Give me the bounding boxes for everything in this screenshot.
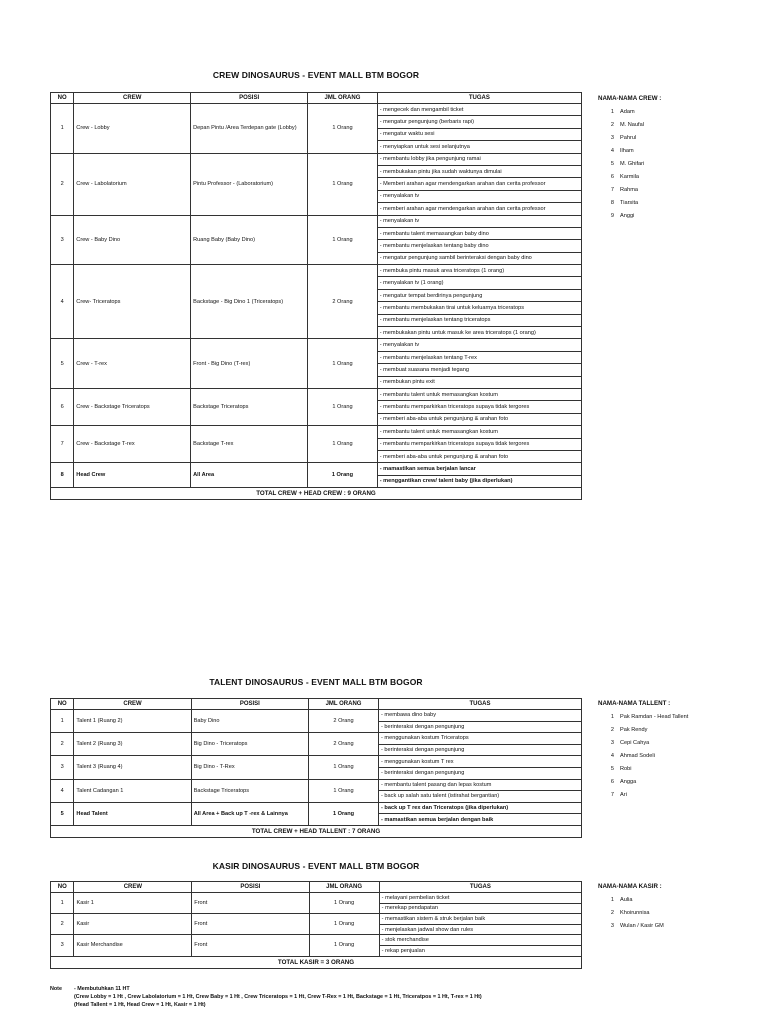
name-item [598,775,688,788]
posisi-cell: Baby Dino [191,710,308,733]
jml-cell: 1 Orang [308,339,378,389]
posisi-cell: Front [192,914,309,935]
name-number: 6 [610,173,614,180]
crew-cell: Talent 1 (Ruang 2) [74,710,191,733]
task-cell: - membantu menjelaskan tentang baby dino [377,240,581,252]
name-item [598,906,664,919]
posisi-cell: Pintu Professor - (Laboratorium) [191,153,308,215]
posisi-cell: All Area [191,463,308,488]
table-row [51,426,582,438]
task-cell: - membukan pintu exit [377,376,581,388]
row-number: 3 [51,756,74,779]
posisi-cell: Ruang Baby (Baby Dino) [191,215,308,265]
row-number: 3 [51,215,74,265]
table-row [51,914,582,925]
name-item [598,131,661,144]
total-row [51,488,582,500]
person-name: Rahma [620,186,639,193]
crew-cell: Talent 2 (Ruang 3) [74,733,191,756]
person-name: Karmila [620,173,639,180]
crew-cell: Crew - Baby Dino [74,215,191,265]
name-item [598,118,661,131]
person-name: Adam [620,108,635,115]
jml-cell: 1 Orang [309,756,379,779]
person-name: Ahmad Sodeli [620,752,655,759]
person-name: Anggi [620,212,635,219]
jml-cell: 1 Orang [309,935,379,956]
person-name: Ari [620,791,627,798]
person-name: Ilham [620,147,634,154]
jml-cell: 1 Orang [309,802,379,825]
names-heading: NAMA-NAMA KASIR : [598,883,662,890]
name-number: 4 [610,147,614,154]
task-cell: - membantu memparkirkan triceratops supaya tidak tergores [377,438,581,450]
task-cell: - mengatur pengunjung sambil berinteraksi dengan baby dino [377,252,581,264]
name-item [598,749,688,762]
person-name: M. Naufal [620,121,644,128]
name-item [598,919,664,932]
crew-cell: Crew - Backstage T-rex [74,426,191,463]
name-number: 9 [610,212,614,219]
task-cell: - membantu membukakan tirai untuk keluarnya triceratops [377,302,581,314]
crew-cell: Crew - T-rex [74,339,191,389]
jml-cell: 1 Orang [308,153,378,215]
name-item [598,183,661,196]
task-cell: - menggantikan crew/ talent baby (jika diperlukan) [377,475,581,487]
task-cell: - membantu memparkirkan triceratops supaya tidak tergores [377,401,581,413]
table-row [51,710,582,722]
posisi-cell: Front [192,935,309,956]
names-heading: NAMA-NAMA CREW : [598,95,662,102]
posisi-cell: Depan Pintu /Area Terdepan gate (Lobby) [191,104,308,154]
name-item [598,144,661,157]
column-header: CREW [74,882,192,893]
task-cell: - membukakan pintu jika sudah waktunya dimulai [377,165,581,177]
table-row [51,935,582,946]
name-number: 7 [610,791,614,798]
task-cell: - membawa dino baby [379,710,582,722]
column-header: POSISI [192,882,309,893]
name-number: 7 [610,186,614,193]
table-row [51,893,582,904]
table-row [51,388,582,400]
name-item [598,157,661,170]
table-row [51,779,582,791]
name-number: 1 [610,108,614,115]
name-item [598,723,688,736]
column-header: TUGAS [377,93,581,104]
name-number: 3 [610,134,614,141]
jml-cell: 1 Orang [308,388,378,425]
task-cell: - melayani pembelian ticket [379,893,581,904]
posisi-cell: Big Dino - T-Rex [191,756,308,779]
crew-cell: Kasir [74,914,192,935]
talent-section-title: TALENT DINOSAURUS - EVENT MALL BTM BOGOR [209,677,423,687]
task-cell: - menyalakan tv [377,215,581,227]
table-row [51,153,582,165]
task-cell: - membantu talent pasang dan lepas kostum [379,779,582,791]
crew-cell: Talent 3 (Ruang 4) [74,756,191,779]
table-row [51,339,582,351]
task-cell: - berinteraksi dengan pengunjung [379,767,582,779]
jml-cell: 1 Orang [308,463,378,488]
row-number: 2 [51,914,74,935]
task-cell: - menggunakan kostum Triceratops [379,733,582,745]
table-row [51,104,582,116]
task-cell: - memberi aba-aba untuk pengunjung & arahan foto [377,450,581,462]
name-item [598,710,688,723]
task-cell: - stok merchandise [379,935,581,946]
column-header: POSISI [191,699,308,710]
note-label: Note [50,986,62,992]
task-cell: - menjelaskan jadwal show dan rules [379,924,581,935]
column-header: NO [51,699,74,710]
note-line: (Head Tallent = 1 Ht, Head Crew = 1 Ht, Kasir = 1 Ht) [74,1002,206,1008]
task-cell: - back up T rex dan Triceratops (jika diperlukan) [379,802,582,814]
person-name: Robi [620,765,632,772]
column-header: TUGAS [379,699,582,710]
name-number: 3 [610,922,614,929]
jml-cell: 1 Orang [308,215,378,265]
task-cell: - berinteraksi dengan pengunjung [379,744,582,756]
names-heading: NAMA-NAMA TALLENT : [598,700,671,707]
row-number: 4 [51,779,74,802]
person-name: Pak Rendy [620,726,648,733]
crew-names-list [598,95,661,222]
task-cell: - membantu talent untuk memasangkan kostum [377,426,581,438]
crew-cell: Kasir Merchandise [74,935,192,956]
table-row [51,756,582,768]
posisi-cell: All Area + Back up T -rex & Lainnya [191,802,308,825]
row-number: 1 [51,710,74,733]
task-cell: - memberi aba-aba untuk pengunjung & arahan foto [377,413,581,425]
crew-cell: Talent Cadangan 1 [74,779,191,802]
task-cell: - membantu menjelaskan tentang T-rex [377,351,581,363]
task-cell: - merekap pendapatan [379,903,581,914]
name-number: 4 [610,752,614,759]
kasir-names-list [598,883,664,932]
name-item [598,170,661,183]
task-cell: - mengatur tempat berdirinya pengunjung [377,289,581,301]
person-name: Pak Ramdan - Head Tallent [620,713,689,720]
name-number: 2 [610,121,614,128]
crew-section-title: CREW DINOSAURUS - EVENT MALL BTM BOGOR [212,70,420,80]
total-cell: TOTAL CREW + HEAD CREW : 9 ORANG [51,488,582,500]
column-header: JML ORANG [309,882,379,893]
name-item [598,196,661,209]
jml-cell: 1 Orang [309,779,379,802]
posisi-cell: Front [192,893,309,914]
column-header: CREW [74,699,191,710]
row-number: 2 [51,733,74,756]
column-header: NO [51,93,74,104]
header-row [51,882,582,893]
talent-table [50,698,582,838]
person-name: Angga [620,778,637,785]
name-item [598,762,688,775]
task-cell: - mamastikan semua berjalan dengan baik [379,814,582,826]
jml-cell: 1 Orang [308,104,378,154]
column-header: TUGAS [379,882,581,893]
task-cell: - berinteraksi dengan pengunjung [379,721,582,733]
task-cell: - membantu talent memasangkan baby dino [377,227,581,239]
task-cell: - membantu talent untuk memasangkan kostum [377,388,581,400]
total-cell: TOTAL CREW + HEAD TALLENT : 7 ORANG [51,825,582,837]
person-name: Wulan / Kasir GM [620,922,664,929]
task-cell: - mengecek dan mengambil ticket [377,104,581,116]
name-number: 1 [610,896,614,903]
name-number: 8 [610,199,614,206]
crew-table [50,92,582,500]
person-name: Khoirunnisa [620,909,650,916]
row-number: 3 [51,935,74,956]
person-name: Pahrul [620,134,637,141]
task-cell: - memastikan sistem & struk berjalan baik [379,914,581,925]
table-row [51,733,582,745]
total-row [51,956,582,968]
crew-cell: Head Crew [74,463,191,488]
person-name: M. Ghifari [620,160,645,167]
column-header: JML ORANG [308,93,378,104]
task-cell: - membukakan pintu untuk masuk ke area triceratops (1 orang) [377,327,581,339]
crew-cell: Head Talent [74,802,191,825]
task-cell: - menyalakan tv [377,339,581,351]
task-cell: - membantu lobby jika pengunjung ramai [377,153,581,165]
kasir-section-title: KASIR DINOSAURUS - EVENT MALL BTM BOGOR [212,861,420,871]
task-cell: - memberi arahan agar mendengarkan arahan dan cerita professor [377,203,581,215]
header-row [51,699,582,710]
column-header: NO [51,882,74,893]
total-row [51,825,582,837]
posisi-cell: Big Dino - Triceratops [191,733,308,756]
posisi-cell: Backstage Triceratops [191,779,308,802]
task-cell: - menyalakan tv (1 orang) [377,277,581,289]
task-cell: - membuka pintu masuk area triceratops (1 orang) [377,265,581,277]
name-item [598,105,661,118]
task-cell: - menyiapkan untuk sesi selanjutnya [377,141,581,153]
task-cell: - Memberi arahan agar mendengarkan arahan dan cerita professor [377,178,581,190]
name-number: 5 [610,160,614,167]
jml-cell: 1 Orang [308,426,378,463]
row-number: 5 [51,802,74,825]
task-cell: - menyalakan tv [377,190,581,202]
name-number: 2 [610,909,614,916]
task-cell: - membuat suasana menjadi tegang [377,364,581,376]
header-row [51,93,582,104]
posisi-cell: Backstage Triceratops [191,388,308,425]
crew-cell: Crew - Labolatorium [74,153,191,215]
task-cell: - membantu menjelaskan tentang triceratops [377,314,581,326]
row-number: 4 [51,265,74,339]
row-number: 1 [51,893,74,914]
note-line: (Crew Lobby = 1 Ht , Crew Labolatorium = 1 Ht, Crew Baby = 1 Ht , Crew Triceratops = 1 Ht, Crew T-Rex = 1 Ht, Backstage = 1 Ht, Triceratpos = 1 Ht, T-rex = 1 Ht) [74,994,482,1000]
column-header: POSISI [191,93,308,104]
name-number: 1 [610,713,614,720]
posisi-cell: Front - Big Dino (T-rex) [191,339,308,389]
name-number: 2 [610,726,614,733]
jml-cell: 2 Orang [308,265,378,339]
posisi-cell: Backstage T-rex [191,426,308,463]
task-cell: - mengatur pengunjung (berbaris rapi) [377,116,581,128]
name-number: 6 [610,778,614,785]
talent-names-list [598,700,688,801]
row-number: 6 [51,388,74,425]
name-item [598,736,688,749]
table-row [51,463,582,475]
column-header: CREW [74,93,191,104]
crew-cell: Crew- Triceratops [74,265,191,339]
crew-cell: Crew - Lobby [74,104,191,154]
column-header: JML ORANG [309,699,379,710]
task-cell: - menggunakan kostum T rex [379,756,582,768]
kasir-table [50,881,582,969]
jml-cell: 1 Orang [309,914,379,935]
total-cell: TOTAL KASIR = 3 ORANG [51,956,582,968]
name-item [598,788,688,801]
task-cell: - mamastikan semua berjalan lancar [377,463,581,475]
row-number: 2 [51,153,74,215]
task-cell: - back up salah satu talent (istirahat bergantian) [379,791,582,803]
table-row [51,215,582,227]
jml-cell: 2 Orang [309,733,379,756]
person-name: Cepi Cahya [620,739,650,746]
task-cell: - rekap penjualan [379,945,581,956]
row-number: 7 [51,426,74,463]
row-number: 5 [51,339,74,389]
person-name: Tiarsita [620,199,639,206]
name-item [598,209,661,222]
name-number: 3 [610,739,614,746]
row-number: 1 [51,104,74,154]
person-name: Aulia [620,896,633,903]
table-row [51,265,582,277]
jml-cell: 1 Orang [309,893,379,914]
table-row [51,802,582,814]
row-number: 8 [51,463,74,488]
crew-cell: Crew - Backstage Triceratops [74,388,191,425]
task-cell: - mengatur waktu sesi [377,128,581,140]
name-item [598,893,664,906]
crew-cell: Kasir 1 [74,893,192,914]
jml-cell: 2 Orang [309,710,379,733]
name-number: 5 [610,765,614,772]
note-line: - Membutuhkan 11 HT [74,986,130,992]
posisi-cell: Backstage - Big Dino 1 (Triceratops) [191,265,308,339]
